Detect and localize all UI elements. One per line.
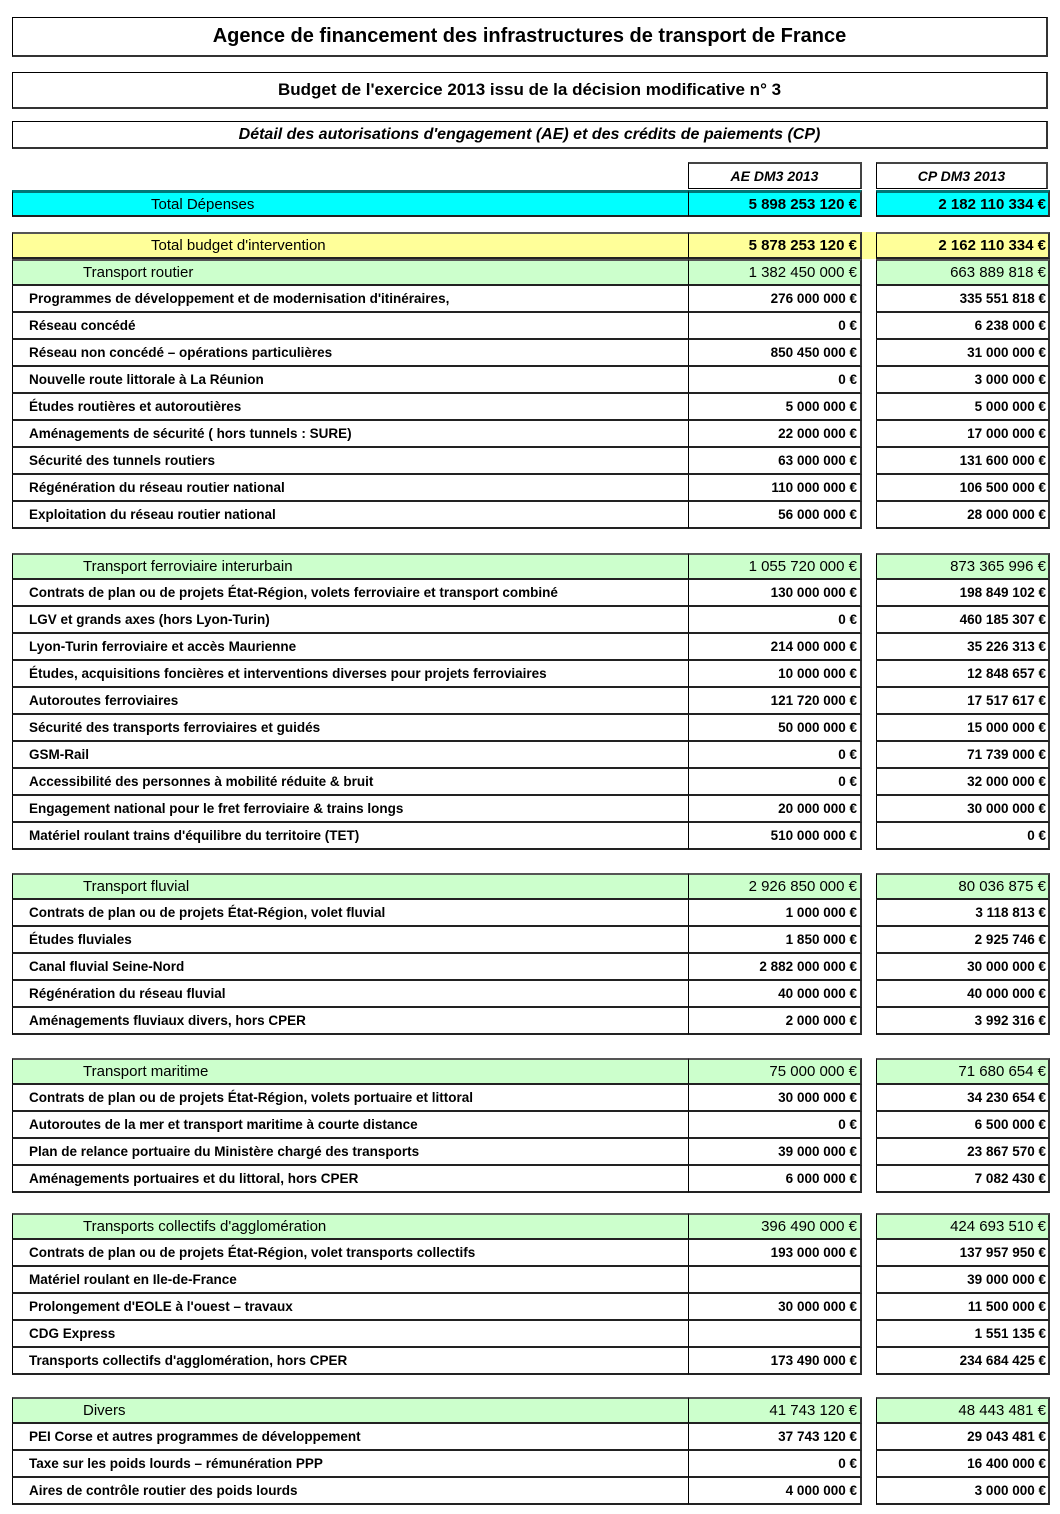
cp-value: 3 000 000 € bbox=[876, 1478, 1050, 1505]
ae-value: 10 000 000 € bbox=[688, 661, 862, 688]
cp-value: 16 400 000 € bbox=[876, 1451, 1050, 1478]
row-label: Engagement national pour le fret ferroviaire & trains longs bbox=[12, 796, 688, 823]
ae-value: 510 000 000 € bbox=[688, 823, 862, 850]
row-label: Aménagements fluviaux divers, hors CPER bbox=[12, 1008, 688, 1035]
cp-value: 2 162 110 334 € bbox=[876, 232, 1050, 259]
ae-value: 39 000 000 € bbox=[688, 1139, 862, 1166]
section-row-transports-collectifs bbox=[12, 1213, 1050, 1240]
table-row bbox=[12, 715, 1050, 742]
ae-value: 22 000 000 € bbox=[688, 421, 862, 448]
table-row bbox=[12, 367, 1050, 394]
cp-value: 34 230 654 € bbox=[876, 1085, 1050, 1112]
ae-value: 130 000 000 € bbox=[688, 580, 862, 607]
row-label: Taxe sur les poids lourds – rémunération PPP bbox=[12, 1451, 688, 1478]
cp-value: 0 € bbox=[876, 823, 1050, 850]
ae-value: 40 000 000 € bbox=[688, 981, 862, 1008]
ae-value: 110 000 000 € bbox=[688, 475, 862, 502]
cp-value: 106 500 000 € bbox=[876, 475, 1050, 502]
ae-value: 63 000 000 € bbox=[688, 448, 862, 475]
table-row bbox=[12, 823, 1050, 850]
ae-value: 193 000 000 € bbox=[688, 1240, 862, 1267]
ae-value: 276 000 000 € bbox=[688, 286, 862, 313]
ae-value: 0 € bbox=[688, 313, 862, 340]
cp-value: 234 684 425 € bbox=[876, 1348, 1050, 1375]
section-row-divers bbox=[12, 1397, 1050, 1424]
cp-value: 15 000 000 € bbox=[876, 715, 1050, 742]
ae-value bbox=[688, 1321, 862, 1348]
cp-value: 198 849 102 € bbox=[876, 580, 1050, 607]
table-row bbox=[12, 1294, 1050, 1321]
section-label: Transport ferroviaire interurbain bbox=[12, 553, 688, 580]
table-row bbox=[12, 286, 1050, 313]
ae-value: 0 € bbox=[688, 769, 862, 796]
table-row bbox=[12, 1348, 1050, 1375]
row-label: Régénération du réseau routier national bbox=[12, 475, 688, 502]
row-label: Exploitation du réseau routier national bbox=[12, 502, 688, 529]
table-row bbox=[12, 1321, 1050, 1348]
row-label: Total Dépenses bbox=[12, 190, 688, 217]
table-row bbox=[12, 1112, 1050, 1139]
row-label: Aménagements portuaires et du littoral, hors CPER bbox=[12, 1166, 688, 1193]
column-header-ae-text: AE DM3 2013 bbox=[730, 168, 819, 184]
table-row bbox=[12, 1008, 1050, 1035]
cp-value: 2 925 746 € bbox=[876, 927, 1050, 954]
table-row bbox=[12, 634, 1050, 661]
cp-value: 3 000 000 € bbox=[876, 367, 1050, 394]
row-label: GSM-Rail bbox=[12, 742, 688, 769]
cp-value: 17 517 617 € bbox=[876, 688, 1050, 715]
column-header-cp bbox=[876, 162, 1048, 189]
row-label: Contrats de plan ou de projets État-Région, volet transports collectifs bbox=[12, 1240, 688, 1267]
section-row-transport-ferroviaire bbox=[12, 553, 1050, 580]
table-row bbox=[12, 607, 1050, 634]
cp-value: 35 226 313 € bbox=[876, 634, 1050, 661]
document-subtitle-text: Budget de l'exercice 2013 issu de la décision modificative n° 3 bbox=[277, 80, 782, 99]
section-label: Divers bbox=[12, 1397, 688, 1424]
table-row bbox=[12, 1478, 1050, 1505]
cp-value: 3 992 316 € bbox=[876, 1008, 1050, 1035]
row-label: Matériel roulant trains d'équilibre du territoire (TET) bbox=[12, 823, 688, 850]
document-detail-text: Détail des autorisations d'engagement (AE) et des crédits de paiements (CP) bbox=[238, 125, 821, 143]
table-row bbox=[12, 475, 1050, 502]
row-label: Autoroutes de la mer et transport maritime à courte distance bbox=[12, 1112, 688, 1139]
row-label: Études fluviales bbox=[12, 927, 688, 954]
ae-value: 0 € bbox=[688, 367, 862, 394]
table-row bbox=[12, 421, 1050, 448]
row-label: Nouvelle route littorale à La Réunion bbox=[12, 367, 688, 394]
table-row bbox=[12, 1139, 1050, 1166]
row-label: Contrats de plan ou de projets État-Région, volets ferroviaire et transport combiné bbox=[12, 580, 688, 607]
ae-value: 56 000 000 € bbox=[688, 502, 862, 529]
row-label: Transports collectifs d'agglomération, hors CPER bbox=[12, 1348, 688, 1375]
row-label: Sécurité des tunnels routiers bbox=[12, 448, 688, 475]
ae-value: 1 055 720 000 € bbox=[688, 553, 862, 580]
ae-value: 5 898 253 120 € bbox=[688, 190, 862, 217]
document-detail-heading bbox=[12, 121, 1048, 149]
ae-value: 2 000 000 € bbox=[688, 1008, 862, 1035]
row-label: PEI Corse et autres programmes de développement bbox=[12, 1424, 688, 1451]
cp-value: 30 000 000 € bbox=[876, 954, 1050, 981]
cp-value: 6 500 000 € bbox=[876, 1112, 1050, 1139]
table-row bbox=[12, 340, 1050, 367]
row-label: Canal fluvial Seine-Nord bbox=[12, 954, 688, 981]
section-label: Transport fluvial bbox=[12, 873, 688, 900]
table-row bbox=[12, 927, 1050, 954]
table-row bbox=[12, 954, 1050, 981]
cp-value: 40 000 000 € bbox=[876, 981, 1050, 1008]
ae-value: 37 743 120 € bbox=[688, 1424, 862, 1451]
ae-value: 20 000 000 € bbox=[688, 796, 862, 823]
ae-value: 5 878 253 120 € bbox=[688, 232, 862, 259]
ae-value: 6 000 000 € bbox=[688, 1166, 862, 1193]
ae-value: 5 000 000 € bbox=[688, 394, 862, 421]
row-label: LGV et grands axes (hors Lyon-Turin) bbox=[12, 607, 688, 634]
row-label: Études routières et autoroutières bbox=[12, 394, 688, 421]
cp-value: 460 185 307 € bbox=[876, 607, 1050, 634]
ae-value: 0 € bbox=[688, 1112, 862, 1139]
row-label: Aménagements de sécurité ( hors tunnels : SURE) bbox=[12, 421, 688, 448]
table-row bbox=[12, 1240, 1050, 1267]
document-title-text: Agence de financement des infrastructures de transport de France bbox=[212, 25, 847, 47]
row-label: Réseau non concédé – opérations particulières bbox=[12, 340, 688, 367]
budget-gap-fill bbox=[862, 232, 876, 259]
cp-value: 23 867 570 € bbox=[876, 1139, 1050, 1166]
section-label: Transports collectifs d'agglomération bbox=[12, 1213, 688, 1240]
table-row bbox=[12, 1085, 1050, 1112]
document-subtitle bbox=[12, 72, 1048, 109]
row-label: Lyon-Turin ferroviaire et accès Maurienne bbox=[12, 634, 688, 661]
table-row bbox=[12, 1424, 1050, 1451]
cp-value: 873 365 996 € bbox=[876, 553, 1050, 580]
ae-value bbox=[688, 1267, 862, 1294]
cp-value: 71 739 000 € bbox=[876, 742, 1050, 769]
cp-value: 12 848 657 € bbox=[876, 661, 1050, 688]
section-label: Transport routier bbox=[12, 259, 688, 286]
ae-value: 75 000 000 € bbox=[688, 1058, 862, 1085]
table-row bbox=[12, 661, 1050, 688]
ae-value: 0 € bbox=[688, 1451, 862, 1478]
cp-value: 7 082 430 € bbox=[876, 1166, 1050, 1193]
cp-value: 71 680 654 € bbox=[876, 1058, 1050, 1085]
cp-value: 137 957 950 € bbox=[876, 1240, 1050, 1267]
cp-value: 29 043 481 € bbox=[876, 1424, 1050, 1451]
cp-value: 335 551 818 € bbox=[876, 286, 1050, 313]
cp-value: 6 238 000 € bbox=[876, 313, 1050, 340]
table-row bbox=[12, 688, 1050, 715]
ae-value: 2 926 850 000 € bbox=[688, 873, 862, 900]
total-budget-row bbox=[12, 232, 1050, 259]
ae-value: 850 450 000 € bbox=[688, 340, 862, 367]
section-row-transport-routier bbox=[12, 259, 1050, 286]
cp-value: 39 000 000 € bbox=[876, 1267, 1050, 1294]
cp-value: 11 500 000 € bbox=[876, 1294, 1050, 1321]
table-row bbox=[12, 448, 1050, 475]
table-row bbox=[12, 580, 1050, 607]
ae-value: 50 000 000 € bbox=[688, 715, 862, 742]
document-title bbox=[12, 17, 1048, 57]
ae-value: 41 743 120 € bbox=[688, 1397, 862, 1424]
ae-value: 121 720 000 € bbox=[688, 688, 862, 715]
ae-value: 0 € bbox=[688, 742, 862, 769]
ae-value: 30 000 000 € bbox=[688, 1294, 862, 1321]
cp-value: 2 182 110 334 € bbox=[876, 190, 1050, 217]
cp-value: 131 600 000 € bbox=[876, 448, 1050, 475]
ae-value: 1 000 000 € bbox=[688, 900, 862, 927]
cp-value: 80 036 875 € bbox=[876, 873, 1050, 900]
row-label: Contrats de plan ou de projets État-Région, volets portuaire et littoral bbox=[12, 1085, 688, 1112]
row-label: Prolongement d'EOLE à l'ouest – travaux bbox=[12, 1294, 688, 1321]
table-row bbox=[12, 900, 1050, 927]
table-row bbox=[12, 769, 1050, 796]
row-label: Plan de relance portuaire du Ministère chargé des transports bbox=[12, 1139, 688, 1166]
ae-value: 214 000 000 € bbox=[688, 634, 862, 661]
cp-value: 17 000 000 € bbox=[876, 421, 1050, 448]
ae-value: 0 € bbox=[688, 607, 862, 634]
section-label: Transport maritime bbox=[12, 1058, 688, 1085]
cp-value: 3 118 813 € bbox=[876, 900, 1050, 927]
row-label: Accessibilité des personnes à mobilité réduite & bruit bbox=[12, 769, 688, 796]
section-row-transport-maritime bbox=[12, 1058, 1050, 1085]
table-row bbox=[12, 1166, 1050, 1193]
table-row bbox=[12, 742, 1050, 769]
ae-value: 1 850 000 € bbox=[688, 927, 862, 954]
row-label: Études, acquisitions foncières et interventions diverses pour projets ferroviaires bbox=[12, 661, 688, 688]
table-row bbox=[12, 796, 1050, 823]
ae-value: 4 000 000 € bbox=[688, 1478, 862, 1505]
cp-value: 663 889 818 € bbox=[876, 259, 1050, 286]
row-label: Matériel roulant en Ile-de-France bbox=[12, 1267, 688, 1294]
row-label: Total budget d'intervention bbox=[12, 232, 688, 259]
total-depenses-row bbox=[12, 190, 1050, 217]
cp-value: 30 000 000 € bbox=[876, 796, 1050, 823]
section-row-transport-fluvial bbox=[12, 873, 1050, 900]
row-label: Réseau concédé bbox=[12, 313, 688, 340]
ae-value: 2 882 000 000 € bbox=[688, 954, 862, 981]
table-row bbox=[12, 981, 1050, 1008]
cp-value: 48 443 481 € bbox=[876, 1397, 1050, 1424]
cp-value: 28 000 000 € bbox=[876, 502, 1050, 529]
row-label: Programmes de développement et de modernisation d'itinéraires, bbox=[12, 286, 688, 313]
cp-value: 31 000 000 € bbox=[876, 340, 1050, 367]
row-label: CDG Express bbox=[12, 1321, 688, 1348]
column-header-cp-text: CP DM3 2013 bbox=[917, 168, 1006, 184]
table-row bbox=[12, 1267, 1050, 1294]
cp-value: 1 551 135 € bbox=[876, 1321, 1050, 1348]
row-label: Contrats de plan ou de projets État-Région, volet fluvial bbox=[12, 900, 688, 927]
row-label: Aires de contrôle routier des poids lourds bbox=[12, 1478, 688, 1505]
table-row bbox=[12, 502, 1050, 529]
row-label: Sécurité des transports ferroviaires et guidés bbox=[12, 715, 688, 742]
cp-value: 32 000 000 € bbox=[876, 769, 1050, 796]
table-row bbox=[12, 1451, 1050, 1478]
ae-value: 173 490 000 € bbox=[688, 1348, 862, 1375]
ae-value: 396 490 000 € bbox=[688, 1213, 862, 1240]
cp-value: 424 693 510 € bbox=[876, 1213, 1050, 1240]
cp-value: 5 000 000 € bbox=[876, 394, 1050, 421]
column-header-ae bbox=[688, 162, 862, 189]
table-row bbox=[12, 313, 1050, 340]
row-label: Autoroutes ferroviaires bbox=[12, 688, 688, 715]
row-label: Régénération du réseau fluvial bbox=[12, 981, 688, 1008]
table-row bbox=[12, 394, 1050, 421]
ae-value: 30 000 000 € bbox=[688, 1085, 862, 1112]
ae-value: 1 382 450 000 € bbox=[688, 259, 862, 286]
